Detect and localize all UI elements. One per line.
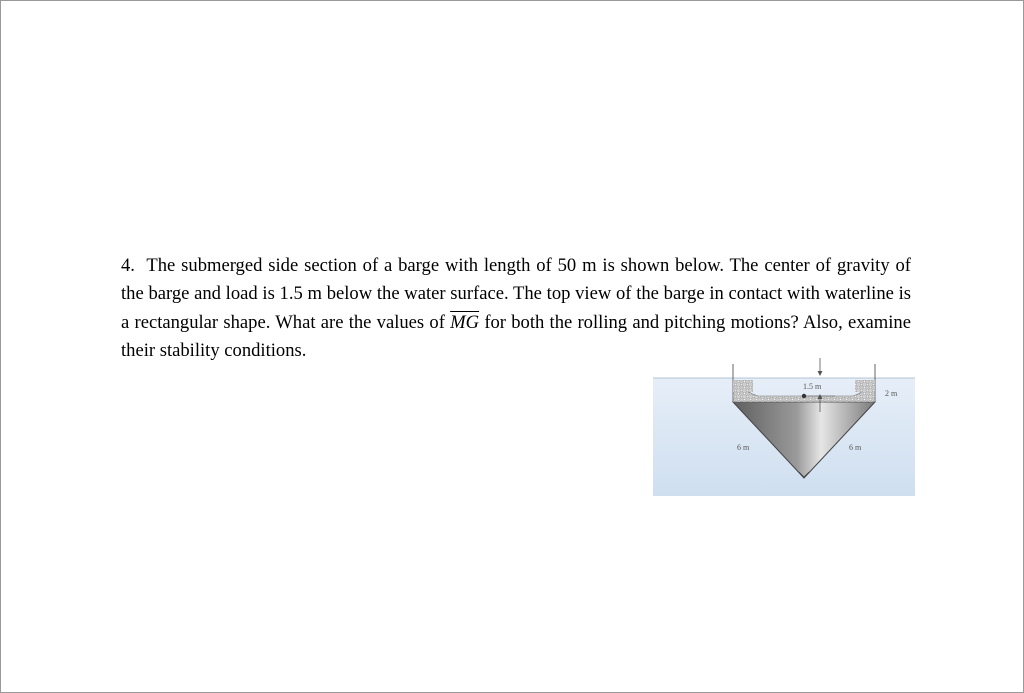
label-left-side: 6 m — [737, 443, 750, 452]
label-depth: 1.5 m — [803, 382, 822, 391]
label-top-right: 2 m — [885, 389, 898, 398]
label-right-side: 6 m — [849, 443, 862, 452]
problem-text-part2: for both the rolling and pitching motions? Also, examine their stability conditions. — [121, 311, 911, 362]
problem-number: 4. — [121, 254, 135, 276]
gravel-top-right — [855, 380, 875, 392]
problem-statement — [121, 252, 911, 366]
depth-arrowhead-top — [818, 371, 823, 376]
problem-text-part1: The submerged side section of a barge with length of 50 m is shown below. The center of gravity of the barge and load is 1.5 m below the water surface. The top view of the barge in contact with waterline is a rectangular shape. What are the values of — [121, 254, 911, 333]
gravel-top-left — [733, 380, 753, 392]
barge-figure — [653, 356, 915, 496]
mg-symbol: $\overline{MG}$ — [450, 311, 480, 333]
center-of-gravity-dot — [802, 394, 806, 398]
